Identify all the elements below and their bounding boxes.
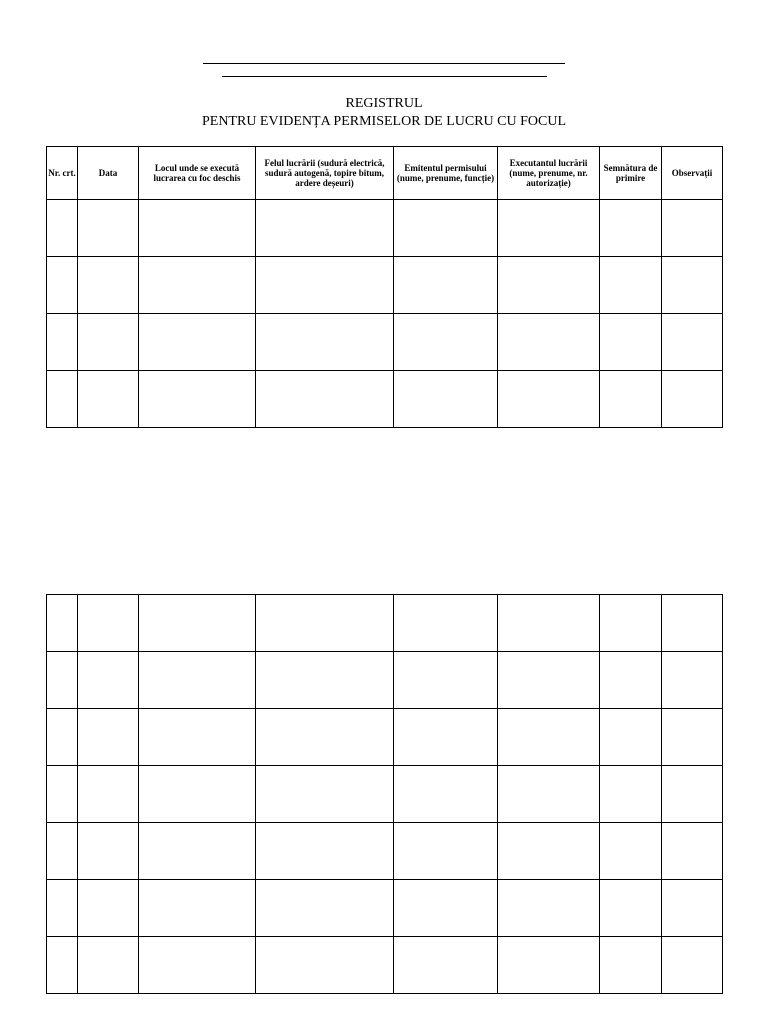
table-cell <box>498 200 600 257</box>
table-cell <box>600 652 662 709</box>
table-cell <box>498 709 600 766</box>
table-cell <box>256 880 394 937</box>
table-cell <box>256 823 394 880</box>
table-cell <box>139 314 256 371</box>
table-cell <box>394 709 498 766</box>
table-cell <box>256 937 394 994</box>
table-cell <box>498 371 600 428</box>
table-cell <box>498 766 600 823</box>
table-cell <box>78 823 139 880</box>
table-cell <box>394 200 498 257</box>
table-cell <box>498 937 600 994</box>
table-cell <box>394 314 498 371</box>
header-executantul: Executantul lucrării (nume, prenume, nr. autorizație) <box>498 147 600 200</box>
table-cell <box>600 595 662 652</box>
document-title: REGISTRUL <box>345 96 423 111</box>
table-row <box>47 937 723 994</box>
register-table <box>46 146 723 428</box>
table-cell <box>139 200 256 257</box>
table-cell <box>47 652 78 709</box>
table-row <box>47 595 723 652</box>
table-cell <box>78 652 139 709</box>
table-cell <box>256 709 394 766</box>
header-emitentul: Emitentul permisului (nume, prenume, funcție) <box>394 147 498 200</box>
table-cell <box>78 314 139 371</box>
table-cell <box>394 595 498 652</box>
table-cell <box>600 314 662 371</box>
table-cell <box>600 371 662 428</box>
table-cell <box>139 937 256 994</box>
table-row <box>47 880 723 937</box>
header-locul: Locul unde se execută lucrarea cu foc deschis <box>139 147 256 200</box>
table-cell <box>78 371 139 428</box>
table-cell <box>394 880 498 937</box>
table-cell <box>662 709 723 766</box>
document-subtitle: PENTRU EVIDENȚA PERMISELOR DE LUCRU CU FOCUL <box>201 114 566 129</box>
table-cell <box>662 314 723 371</box>
table-cell <box>662 652 723 709</box>
table-row <box>47 823 723 880</box>
table-row <box>47 257 723 314</box>
blank-line-1 <box>203 63 565 64</box>
table-cell <box>47 880 78 937</box>
table-cell <box>498 257 600 314</box>
table-cell <box>47 257 78 314</box>
table-cell <box>139 880 256 937</box>
table-cell <box>394 652 498 709</box>
table-cell <box>662 595 723 652</box>
table-cell <box>47 595 78 652</box>
table-cell <box>139 652 256 709</box>
header-data: Data <box>78 147 139 200</box>
table-cell <box>256 314 394 371</box>
table-cell <box>498 595 600 652</box>
table-cell <box>139 709 256 766</box>
table-cell <box>662 766 723 823</box>
table-cell <box>394 371 498 428</box>
header-semnatura: Semnătura de primire <box>600 147 662 200</box>
table-cell <box>498 652 600 709</box>
table-cell <box>78 595 139 652</box>
table-cell <box>498 314 600 371</box>
table-cell <box>139 595 256 652</box>
table-cell <box>78 937 139 994</box>
table-cell <box>47 823 78 880</box>
table-cell <box>256 652 394 709</box>
table-cell <box>600 823 662 880</box>
table-cell <box>256 766 394 823</box>
table-cell <box>78 709 139 766</box>
table-cell <box>256 257 394 314</box>
table-cell <box>600 880 662 937</box>
table-cell <box>662 257 723 314</box>
table-cell <box>47 709 78 766</box>
table-cell <box>394 766 498 823</box>
table-cell <box>256 595 394 652</box>
table-cell <box>662 823 723 880</box>
table-cell <box>662 880 723 937</box>
table-cell <box>47 766 78 823</box>
table-cell <box>394 937 498 994</box>
register-table-continuation <box>46 594 723 994</box>
table-cell <box>78 200 139 257</box>
table-cell <box>600 937 662 994</box>
table-cell <box>47 371 78 428</box>
table-cell <box>394 257 498 314</box>
table-cell <box>78 766 139 823</box>
table-cell <box>47 937 78 994</box>
header-observatii: Observații <box>662 147 723 200</box>
table-cell <box>256 200 394 257</box>
table-cell <box>139 766 256 823</box>
table-cell <box>47 314 78 371</box>
table-cell <box>139 371 256 428</box>
table-cell <box>139 257 256 314</box>
table-cell <box>78 880 139 937</box>
header-nr-crt: Nr. crt. <box>47 147 78 200</box>
table-row <box>47 200 723 257</box>
table-header-row <box>47 147 723 200</box>
table-row <box>47 709 723 766</box>
table-cell <box>662 371 723 428</box>
header-felul-lucrarii: Felul lucrării (sudură electrică, sudură autogenă, topire bitum, ardere deșeuri) <box>256 147 394 200</box>
table-cell <box>256 371 394 428</box>
table-cell <box>498 823 600 880</box>
table-cell <box>600 766 662 823</box>
table-cell <box>47 200 78 257</box>
table-row <box>47 652 723 709</box>
table-row <box>47 766 723 823</box>
table-cell <box>600 200 662 257</box>
table-cell <box>498 880 600 937</box>
table-cell <box>139 823 256 880</box>
table-row <box>47 314 723 371</box>
table-cell <box>600 709 662 766</box>
table-cell <box>662 200 723 257</box>
table-cell <box>78 257 139 314</box>
table-row <box>47 371 723 428</box>
blank-line-2 <box>222 76 547 77</box>
table-cell <box>662 937 723 994</box>
table-cell <box>394 823 498 880</box>
table-cell <box>600 257 662 314</box>
